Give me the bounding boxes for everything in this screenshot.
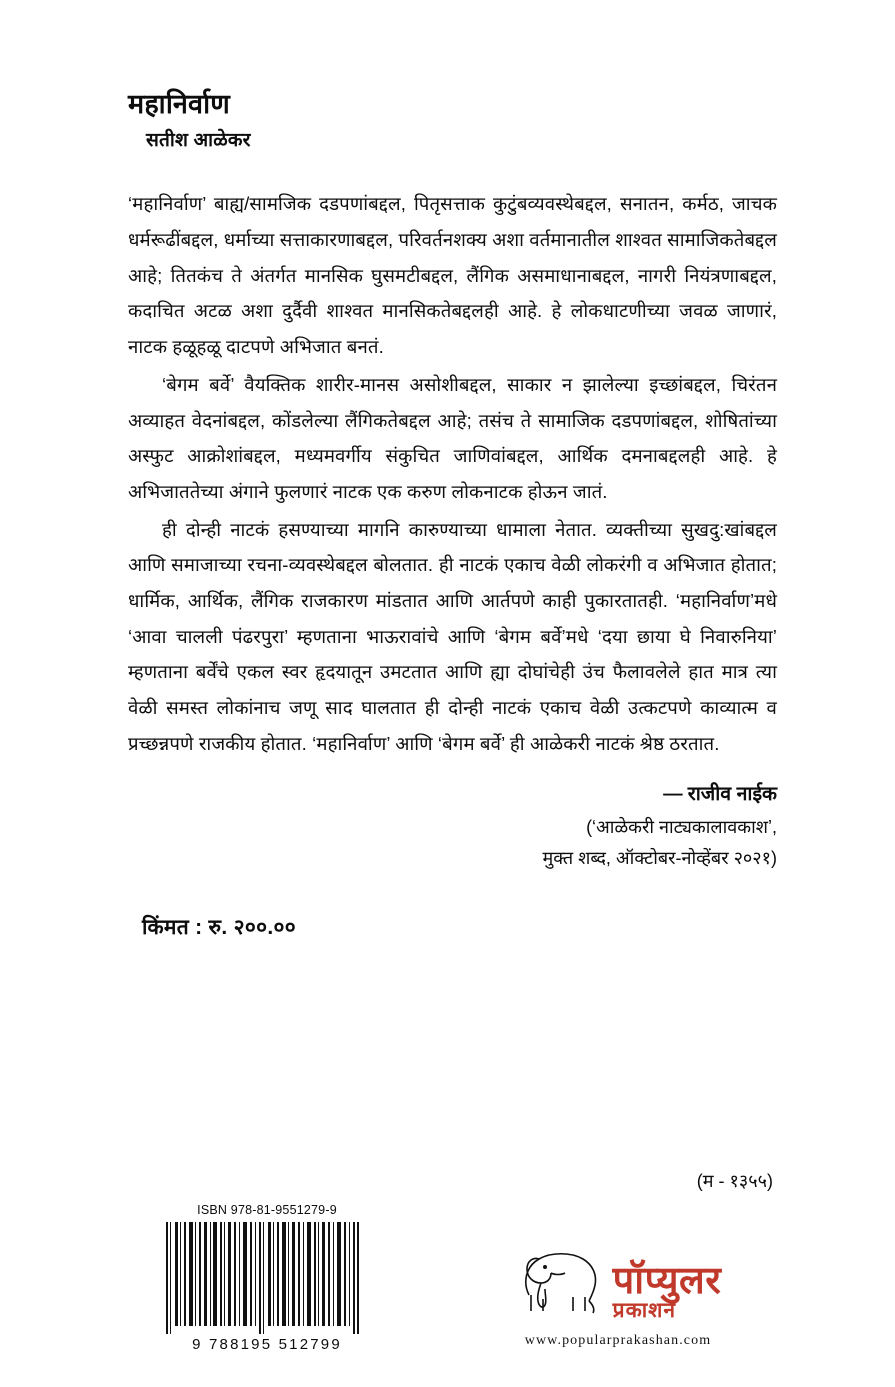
publisher-url[interactable]: www.popularprakashan.com bbox=[524, 1333, 712, 1348]
attribution bbox=[128, 777, 777, 874]
publisher-name: पॉप्युलर bbox=[612, 1259, 722, 1302]
publisher-logo-block bbox=[453, 1239, 783, 1349]
blurb-paragraph: ही दोन्ही नाटकं हसण्याच्या मागनि कारुण्याच्या धामाला नेतात. व्यक्तीच्या सुखदु:खांबद्दल आणि समाजाच्या रचना-व्यवस्थेबद्दल बोलतात. ही नाटकं एकाच वेळी लोकरंगी व अभिजात होतात; धार्मिक, आर्थिक, लैंगिक राजकारण मांडतात आणि आर्तपणे काही पुकारतातही. ‘महानिर्वाण’मधे ‘आवा चालली पंढरपुरा’ म्हणताना भाऊरावांचे आणि ‘बेगम बर्वे’मधे ‘दया छाया घे निवारुनिया’ म्हणताना बर्वेंचे एकल स्वर हृदयातून उमटतात आणि ह्या दोघांचेही उंच फैलावलेले हात मात्र त्या वेळी समस्त लोकांनाच जणू साद घालतात ही दोन्ही नाटकं एकाच वेळी उत्कटपणे काव्यात्म व प्रच्छन्नपणे राजकीय होतात. ‘महानिर्वाण’ आणि ‘बेगम बर्वे’ ही आळेकरी नाटकं श्रेष्ठ ठरतात. bbox=[128, 518, 777, 754]
blurb-text bbox=[128, 186, 777, 761]
catalog-code: (म - १३५५) bbox=[696, 1171, 773, 1191]
blurb-paragraph: ‘बेगम बर्वे’ वैयक्तिक शारीर-मानस असोशीबद्दल, साकार न झालेल्या इच्छांबद्दल, चिरंतन अव्याहत वेदनांबद्दल, कोंडलेल्या लैंगिकतेबद्दल आहे; तसंच ते सामाजिक दडपणांबद्दल, शोषितांच्या अस्फुट आक्रोशांबद्दल, मध्यमवर्गीय संकुचित जाणिवांबद्दल, आर्थिक दमनाबद्दलही आहे. हे अभिजाततेच्या अंगाने फुलणारं नाटक एक करुण लोकनाटक होऊन जातं. bbox=[128, 373, 777, 502]
attribution-dash: — bbox=[663, 783, 683, 806]
attribution-source-line-1: (‘आळेकरी नाट्यकालावकाश’, bbox=[586, 816, 777, 837]
author-name: सतीश आळेकर bbox=[146, 130, 251, 152]
barcode-icon bbox=[164, 1222, 370, 1334]
attribution-name: राजीव नाईक bbox=[687, 783, 777, 806]
price-label: किंमत : रु. २००.०० bbox=[142, 915, 296, 939]
cover-footer bbox=[128, 1163, 783, 1353]
barcode-digits: 9 788195 512799 bbox=[192, 1336, 342, 1353]
attribution-source-line-2: मुक्त शब्द, ऑक्टोबर-नोव्हेंबर २०२१) bbox=[542, 848, 777, 869]
blurb-paragraph: ‘महानिर्वाण’ बाह्य/सामजिक दडपणांबद्दल, पितृसत्ताक कुटुंबव्यवस्थेबद्दल, सनातन, कर्मठ, जाचक धर्मरूढींबद्दल, धर्माच्या सत्ताकारणाबद्दल, परिवर्तनशक्य अशा वर्तमानातील शाश्वत सामाजिकतेबद्दल आहे; तितकंच ते अंतर्गत मानसिक घुसमटीबद्दल, लैंगिक असमाधानाबद्दल, नागरी नियंत्रणाबद्दल, कदाचित अटळ अशा दुर्दैवी शाश्वत मानसिकतेबद्दलही आहे. हे लोकधाटणीच्या जवळ जाणारं, नाटक हळूहळू दाटपणे अभिजात बनतं. bbox=[128, 193, 777, 358]
elephant-icon bbox=[515, 1239, 607, 1321]
attribution-name-row bbox=[128, 777, 777, 811]
isbn-block bbox=[152, 1203, 382, 1353]
publisher-subname: प्रकाशन bbox=[612, 1299, 677, 1323]
page-title: महानिर्वाण bbox=[128, 89, 230, 119]
isbn-text: ISBN 978-81-9551279-9 bbox=[197, 1203, 337, 1217]
